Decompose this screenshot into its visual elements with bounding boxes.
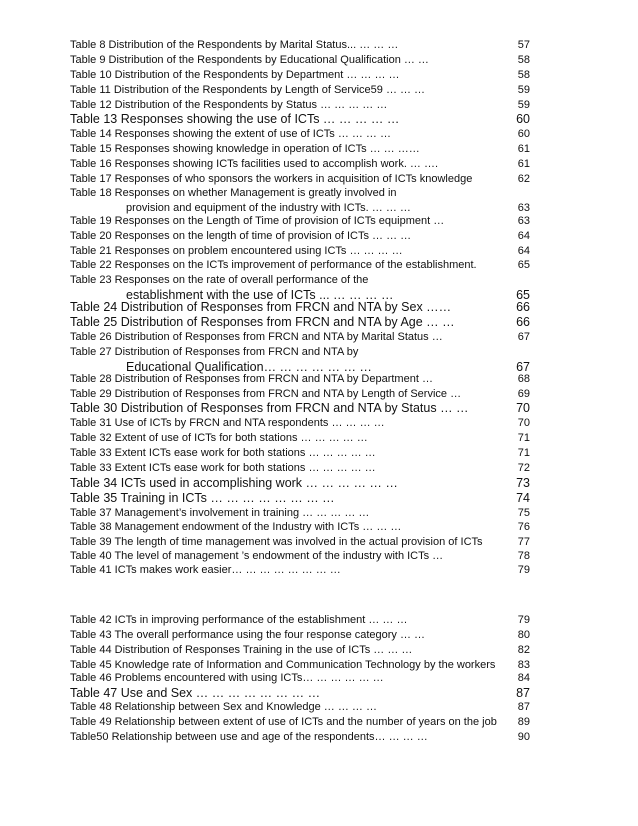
toc-page-number: 67 <box>516 360 530 374</box>
toc-entry <box>70 300 530 315</box>
toc-entry-title: Table 44 Distribution of Responses Training in the use of ICTs … … … <box>70 644 413 656</box>
toc-entry-title: Table 48 Relationship between Sex and Knowledge … … … … <box>70 701 377 713</box>
toc-entry-title: Table 34 ICTs used in accomplishing work … … … … … … <box>70 476 398 490</box>
toc-entry-title: Table 26 Distribution of Responses from FRCN and NTA by Marital Status … <box>70 331 443 343</box>
toc-line <box>70 715 530 730</box>
toc-entry-title: Table 9 Distribution of the Respondents by Educational Qualification … … <box>70 54 429 66</box>
toc-page-number: 87 <box>516 686 530 700</box>
toc-line <box>70 401 530 416</box>
toc-page-number: 60 <box>516 112 530 126</box>
toc-entry <box>70 53 530 68</box>
toc-page-number: 58 <box>517 54 530 66</box>
toc-line <box>70 613 530 628</box>
toc-entry-title: Table 17 Responses of who sponsors the workers in acquisition of ICTs knowledge <box>70 173 473 185</box>
toc-line <box>70 387 530 402</box>
toc-entry-title: Table 8 Distribution of the Respondents by Marital Status... … … … <box>70 39 399 51</box>
toc-page-number: 77 <box>517 536 530 548</box>
toc-page-number: 89 <box>517 716 530 728</box>
toc-entry-title: Table 24 Distribution of Responses from FRCN and NTA by Sex …… <box>70 300 452 314</box>
toc-entry-title: Table 29 Distribution of Responses from FRCN and NTA by Length of Service … <box>70 388 462 400</box>
toc-entry <box>70 142 530 157</box>
toc-entry-title: Table 28 Distribution of Responses from FRCN and NTA by Department … <box>70 373 433 385</box>
toc-line <box>70 112 530 127</box>
toc-entry-title: establishment with the use of ICTs ... … … … … <box>126 288 394 302</box>
toc-entry <box>70 244 530 259</box>
toc-entry-title: Table 30 Distribution of Responses from FRCN and NTA by Status … … <box>70 401 469 415</box>
toc-line <box>70 563 530 578</box>
toc-line <box>70 258 530 273</box>
toc-line <box>70 700 530 715</box>
toc-entry-title: Table 11 Distribution of the Respondents by Length of Service59 … … … <box>70 84 426 96</box>
toc-entry <box>70 214 530 229</box>
toc-entry-title: Table 37 Management’s involvement in training … … … … … <box>70 507 370 519</box>
toc-line <box>70 172 530 187</box>
toc-page-number: 61 <box>517 143 530 155</box>
toc-page-number: 59 <box>517 84 530 96</box>
toc-page-number: 70 <box>517 417 530 429</box>
toc-entry-title: Table 38 Management endowment of the Industry with ICTs … … … <box>70 521 402 533</box>
toc-page-number: 72 <box>517 462 530 474</box>
toc-entry <box>70 127 530 142</box>
toc-entry <box>70 98 530 113</box>
toc-page-number: 63 <box>517 202 530 214</box>
toc-page-number: 59 <box>517 99 530 111</box>
toc-entry-title: Table 18 Responses on whether Management is greatly involved in <box>70 187 397 199</box>
toc-line <box>70 446 530 461</box>
toc-entry <box>70 345 530 375</box>
toc-entry <box>70 387 530 402</box>
toc-entry-title: Table 13 Responses showing the use of ICTs … … … … … <box>70 112 400 126</box>
toc-entry <box>70 643 530 658</box>
toc-entry <box>70 715 530 730</box>
toc-page-number: 90 <box>517 731 530 743</box>
toc-entry <box>70 686 530 701</box>
toc-line <box>70 372 530 387</box>
toc-entry-title: Educational Qualification… … … … … … … <box>126 360 372 374</box>
toc-line <box>70 416 530 431</box>
toc-entry <box>70 700 530 715</box>
toc-line <box>70 345 530 360</box>
toc-entry <box>70 157 530 172</box>
toc-entry-title: Table 31 Use of ICTs by FRCN and NTA respondents … … … … <box>70 417 385 429</box>
toc-entry-title: Table 45 Knowledge rate of Information and Communication Technology by the workers <box>70 659 496 671</box>
toc-entry <box>70 112 530 127</box>
toc-page-number: 69 <box>517 388 530 400</box>
toc-entry <box>70 372 530 387</box>
toc-entry-title: Table 12 Distribution of the Respondents by Status … … … … … <box>70 99 388 111</box>
toc-entry <box>70 172 530 187</box>
toc-line <box>70 157 530 172</box>
toc-line <box>70 730 530 745</box>
toc-entry <box>70 506 530 521</box>
toc-line <box>70 315 530 330</box>
toc-line <box>70 127 530 142</box>
toc-entry <box>70 491 530 506</box>
toc-page-number: 63 <box>517 215 530 227</box>
toc-entry <box>70 330 530 345</box>
toc-entry-title: Table 20 Responses on the length of time of provision of ICTs … … … <box>70 230 412 242</box>
toc-page-number: 70 <box>516 401 530 415</box>
toc-page-number: 71 <box>517 447 530 459</box>
toc-entry-title: Table 15 Responses showing knowledge in operation of ICTs … … …… <box>70 143 420 155</box>
toc-line <box>70 628 530 643</box>
toc-line <box>70 476 530 491</box>
toc-entry <box>70 549 530 564</box>
toc-entry-title: Table 19 Responses on the Length of Time of provision of ICTs equipment … <box>70 215 445 227</box>
toc-page-number: 62 <box>517 173 530 185</box>
toc-entry <box>70 476 530 491</box>
toc-page-number: 66 <box>516 315 530 329</box>
toc-page-number: 65 <box>517 259 530 271</box>
toc-entry-title: Table50 Relationship between use and age of the respondents… … … … <box>70 731 428 743</box>
toc-line <box>70 520 530 535</box>
toc-entry-title: Table 32 Extent of use of ICTs for both stations … … … … … <box>70 432 368 444</box>
toc-line <box>70 549 530 564</box>
toc-line <box>70 461 530 476</box>
toc-entry-title: Table 41 ICTs makes work easier… … … … … … … … <box>70 564 341 576</box>
toc-page-number: 71 <box>517 432 530 444</box>
toc-entry-title: Table 35 Training in ICTs … … … … … … … … <box>70 491 335 505</box>
toc-line <box>70 214 530 229</box>
toc-entry <box>70 315 530 330</box>
toc-page-number: 61 <box>517 158 530 170</box>
toc-line <box>70 98 530 113</box>
toc-line <box>70 38 530 53</box>
toc-entry-title: Table 46 Problems encountered with using ICTs… … … … … … <box>70 672 384 684</box>
toc-line <box>70 142 530 157</box>
toc-line <box>70 535 530 550</box>
toc-line <box>70 273 530 288</box>
toc-entry-title: Table 42 ICTs in improving performance of the establishment … … … <box>70 614 408 626</box>
toc-page-number <box>502 273 530 288</box>
toc-entry-title: Table 14 Responses showing the extent of use of ICTs … … … … <box>70 128 391 140</box>
toc-page-number: 58 <box>517 69 530 81</box>
toc-entry <box>70 520 530 535</box>
toc-entry-title: Table 33 Extent ICTs ease work for both stations … … … … … <box>70 462 376 474</box>
toc-page-number: 73 <box>516 476 530 490</box>
toc-line <box>70 671 530 686</box>
toc-page-number: 78 <box>517 550 530 562</box>
toc-line <box>70 431 530 446</box>
toc-entry-title: Table 40 The level of management ’s endowment of the industry with ICTs … <box>70 550 444 562</box>
toc-page-number: 84 <box>517 672 530 684</box>
toc-page-number: 64 <box>517 230 530 242</box>
toc-entry-title: Table 23 Responses on the rate of overall performance of the <box>70 274 369 286</box>
toc-entry <box>70 628 530 643</box>
toc-line <box>70 83 530 98</box>
toc-page-number: 80 <box>517 629 530 641</box>
toc-entry-title: Table 47 Use and Sex … … … … … … … … <box>70 686 321 700</box>
toc-entry <box>70 401 530 416</box>
toc-entry-title: Table 16 Responses showing ICTs facilities used to accomplish work. … …. <box>70 158 439 170</box>
toc-page-number: 82 <box>517 644 530 656</box>
toc-entry-title: Table 43 The overall performance using the four response category … … <box>70 629 426 641</box>
toc-entry <box>70 416 530 431</box>
toc-page-number: 75 <box>517 507 530 519</box>
toc-page-number: 68 <box>517 373 530 385</box>
toc-entry-title: Table 10 Distribution of the Respondents by Department … … … … <box>70 69 400 81</box>
toc-line <box>70 186 530 201</box>
toc-entry <box>70 186 530 216</box>
toc-entry-title: Table 21 Responses on problem encountered using ICTs … … … … <box>70 245 403 257</box>
toc-page-number <box>502 345 530 360</box>
toc-line <box>70 53 530 68</box>
toc-page-number: 76 <box>517 521 530 533</box>
toc-entry-title: provision and equipment of the industry with ICTs. … … … <box>126 202 411 214</box>
toc-entry <box>70 535 530 550</box>
toc-entry <box>70 68 530 83</box>
toc-entry <box>70 730 530 745</box>
toc-page-number: 83 <box>517 659 530 671</box>
toc-entry <box>70 258 530 273</box>
toc-entry <box>70 38 530 53</box>
toc-line <box>70 300 530 315</box>
toc-line <box>70 330 530 345</box>
toc-line <box>70 244 530 259</box>
toc-entry <box>70 461 530 476</box>
toc-entry-title: Table 25 Distribution of Responses from FRCN and NTA by Age … … <box>70 315 455 329</box>
toc-page-number: 64 <box>517 245 530 257</box>
toc-entry-title: Table 33 Extent ICTs ease work for both stations … … … … … <box>70 447 376 459</box>
toc-entry <box>70 671 530 686</box>
toc-entry-title: Table 27 Distribution of Responses from FRCN and NTA by <box>70 346 359 358</box>
toc-page-number: 67 <box>517 331 530 343</box>
toc-entry-title: Table 49 Relationship between extent of use of ICTs and the number of years on the job <box>70 716 497 728</box>
toc-line <box>70 491 530 506</box>
toc-entry-title: Table 22 Responses on the ICTs improvement of performance of the establishment. <box>70 259 477 271</box>
toc-entry <box>70 273 530 303</box>
toc-page-number: 87 <box>517 701 530 713</box>
toc-entry-title: Table 39 The length of time management was involved in the actual provision of ICTs <box>70 536 483 548</box>
toc-page-number: 65 <box>516 288 530 302</box>
toc-page-number: 60 <box>517 128 530 140</box>
toc-entry <box>70 446 530 461</box>
toc-page-number: 74 <box>516 491 530 505</box>
toc-entry <box>70 613 530 628</box>
toc-page-number: 66 <box>516 300 530 314</box>
toc-page-number <box>502 186 530 201</box>
toc-entry <box>70 431 530 446</box>
toc-page-number: 57 <box>517 39 530 51</box>
toc-entry <box>70 229 530 244</box>
toc-entry <box>70 563 530 578</box>
toc-page-number: 79 <box>517 614 530 626</box>
toc-line <box>70 229 530 244</box>
toc-line <box>70 68 530 83</box>
toc-line <box>70 686 530 701</box>
toc-page-number: 79 <box>517 564 530 576</box>
toc-line <box>70 643 530 658</box>
toc-entry <box>70 83 530 98</box>
toc-line <box>70 506 530 521</box>
